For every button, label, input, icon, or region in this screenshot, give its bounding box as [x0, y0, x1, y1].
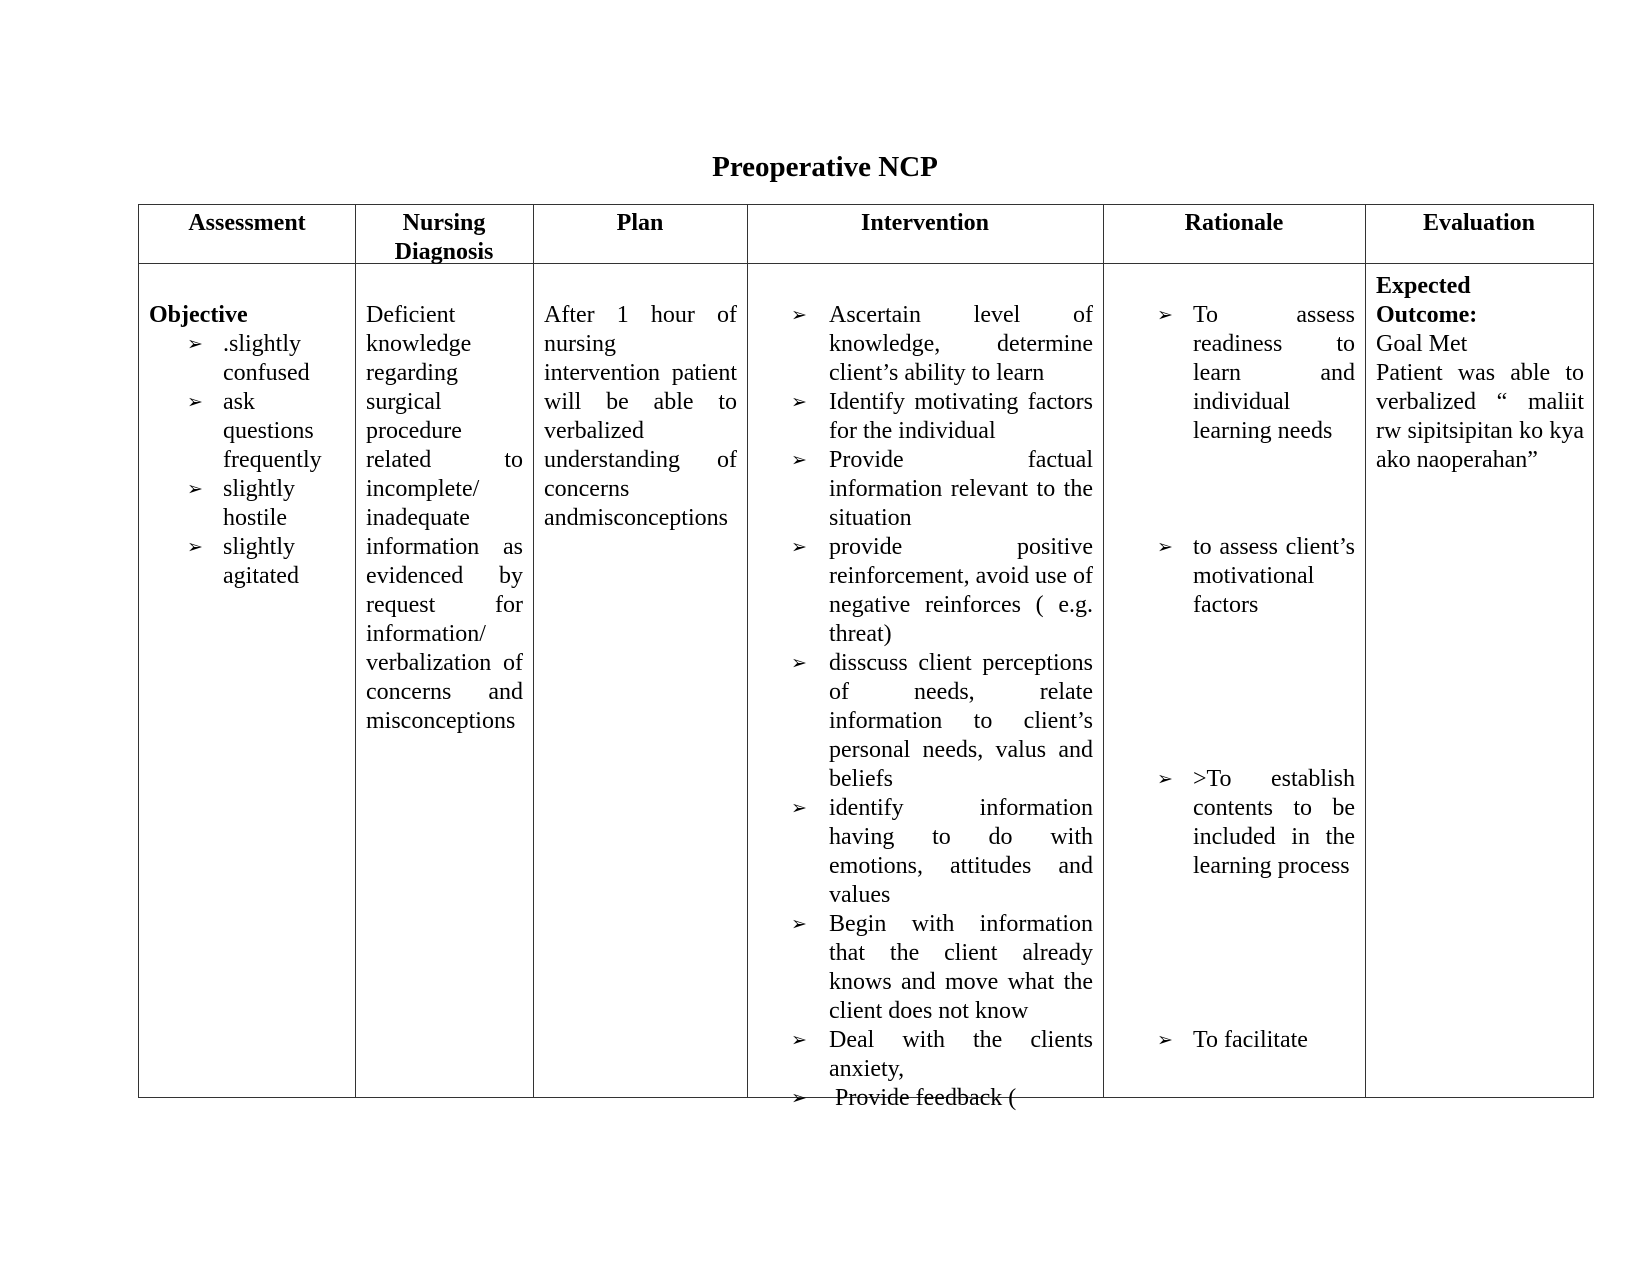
- rationale-item: ➢ To facilitate: [1157, 1027, 1308, 1053]
- goal-status: Goal Met: [1376, 331, 1468, 357]
- assessment-heading: Objective: [149, 302, 248, 328]
- intervention-item: ➢ Begin with information that the client already knows and move what the client does not know: [791, 911, 1093, 1024]
- arrow-bullet-icon: ➢: [791, 798, 807, 819]
- arrow-bullet-icon: ➢: [187, 334, 203, 355]
- evaluation-cell: [1376, 264, 1584, 475]
- column-divider: [747, 205, 748, 1097]
- rationale-cell: [1105, 264, 1355, 1055]
- arrow-bullet-icon: ➢: [791, 653, 807, 674]
- header-evaluation: Evaluation: [1422, 210, 1536, 236]
- assessment-item: ➢ .slightly confused: [187, 331, 310, 386]
- header-intervention: Intervention: [861, 210, 989, 236]
- header-assessment: Assessment: [188, 210, 306, 236]
- header-rationale: Rationale: [1184, 210, 1284, 236]
- intervention-item: ➢ provide positive reinforcement, avoid use of negative reinforces ( e.g. threat): [791, 534, 1093, 647]
- header-nursing-diagnosis-line2: Diagnosis: [394, 239, 494, 265]
- nursing-diagnosis-cell: Deficient knowledge regarding surgical procedure related to incomplete/ inadequate information as evidenced by request for information/ verbalization of concerns and misconceptions: [366, 302, 523, 734]
- arrow-bullet-icon: ➢: [791, 392, 807, 413]
- table-header-row: [139, 205, 1593, 264]
- arrow-bullet-icon: ➢: [791, 537, 807, 558]
- column-divider: [1103, 205, 1104, 1097]
- arrow-bullet-icon: ➢: [1157, 1030, 1173, 1051]
- arrow-bullet-icon: ➢: [1157, 769, 1173, 790]
- arrow-bullet-icon: ➢: [1157, 305, 1173, 326]
- arrow-bullet-icon: ➢: [187, 537, 203, 558]
- arrow-bullet-icon: ➢: [791, 1088, 807, 1109]
- page-title: Preoperative NCP: [712, 151, 938, 183]
- column-divider: [1365, 205, 1366, 1097]
- arrow-bullet-icon: ➢: [187, 392, 203, 413]
- arrow-bullet-icon: ➢: [791, 305, 807, 326]
- header-plan: Plan: [616, 210, 664, 236]
- intervention-item: ➢ identify information having to do with emotions, attitudes and values: [791, 795, 1093, 908]
- arrow-bullet-icon: ➢: [791, 450, 807, 471]
- rationale-item: ➢ To assess readiness to learn and individual learning needs: [1157, 302, 1355, 444]
- expected-outcome-heading: Expected Outcome:: [1376, 273, 1478, 328]
- rationale-item: ➢ to assess client’s motivational factors: [1157, 534, 1355, 618]
- rationale-item: ➢ >To establish contents to be included in the learning process: [1157, 766, 1355, 879]
- intervention-item: ➢ Provide factual information relevant to the situation: [791, 447, 1093, 531]
- header-nursing-diagnosis: [355, 209, 533, 267]
- evaluation-text: Patient was able to verbalized “ maliit rw sipitsipitan ko kya ako naoperahan”: [1376, 360, 1584, 473]
- arrow-bullet-icon: ➢: [791, 1030, 807, 1051]
- intervention-item: ➢ Identify motivating factors for the individual: [791, 389, 1093, 444]
- intervention-item: ➢ Ascertain level of knowledge, determine client’s ability to learn: [791, 302, 1093, 386]
- intervention-item: ➢ Deal with the clients anxiety,: [791, 1027, 1093, 1082]
- assessment-item: ➢ ask questions frequently: [187, 389, 322, 473]
- arrow-bullet-icon: ➢: [791, 914, 807, 935]
- ncp-table: [138, 204, 1594, 1111]
- plan-cell: After 1 hour of nursing intervention patient will be able to verbalized understanding of concerns andmisconceptions: [544, 302, 737, 531]
- intervention-cell: [749, 264, 1093, 1113]
- column-divider: [355, 205, 356, 1097]
- arrow-bullet-icon: ➢: [187, 479, 203, 500]
- intervention-item: ➢ Provide feedback (: [791, 1085, 1017, 1111]
- assessment-cell: [149, 264, 349, 591]
- assessment-item: ➢ slightly hostile: [187, 476, 296, 531]
- assessment-item: ➢ slightly agitated: [187, 534, 299, 589]
- intervention-item: ➢ disscuss client perceptions of needs, relate information to client’s personal needs, valus and beliefs: [791, 650, 1093, 792]
- column-divider: [533, 205, 534, 1097]
- arrow-bullet-icon: ➢: [1157, 537, 1173, 558]
- header-nursing-diagnosis-line1: Nursing: [402, 210, 486, 236]
